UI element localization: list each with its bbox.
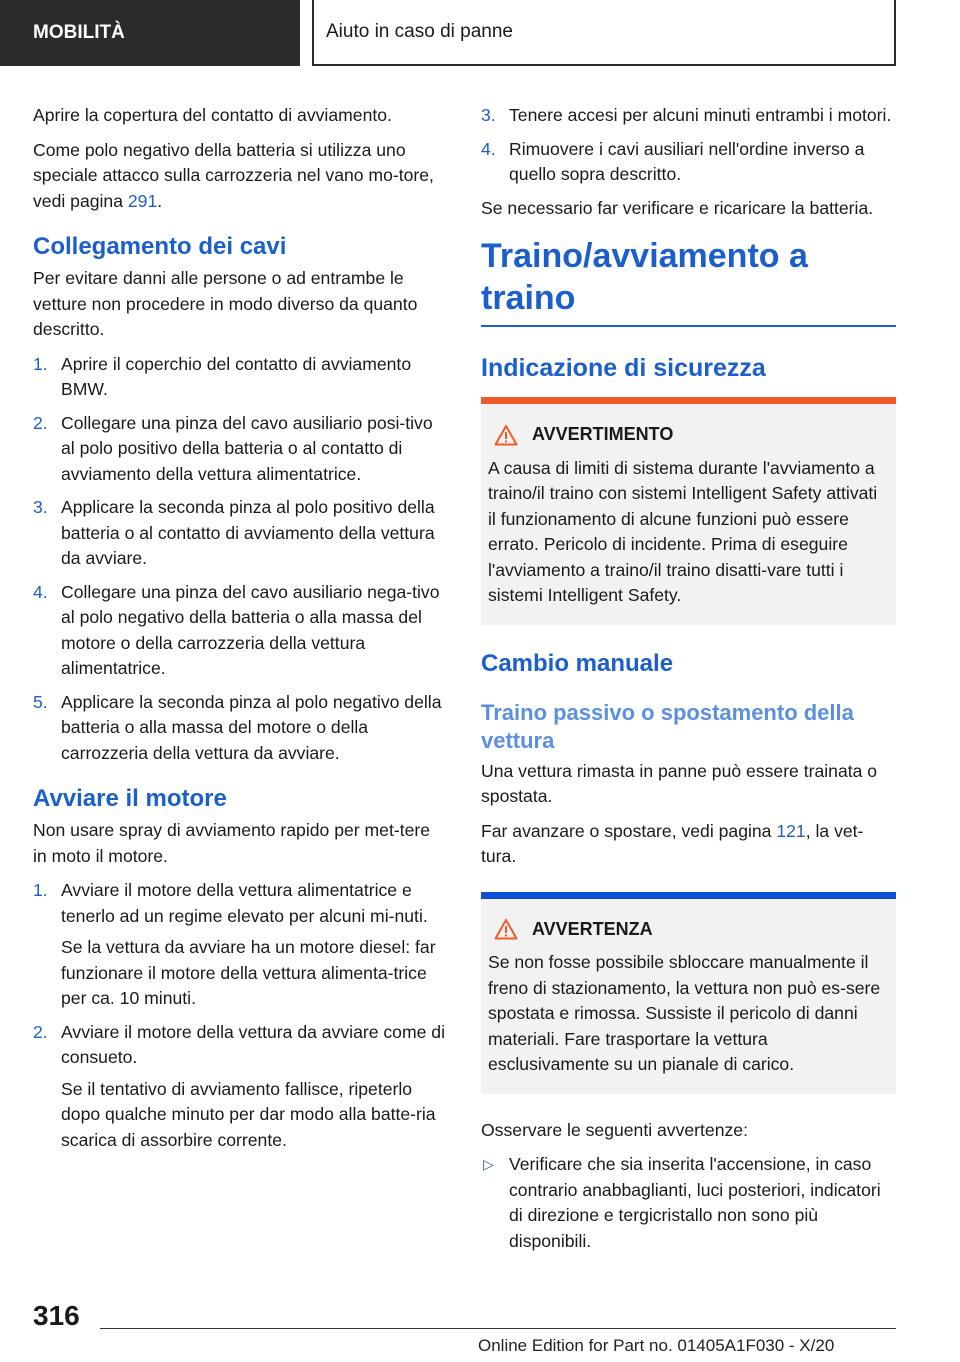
observe-text: Osservare le seguenti avvertenze: — [481, 1119, 748, 1140]
step-number: 3. — [481, 105, 496, 125]
triangle-bullet-icon: ▷ — [483, 1156, 494, 1172]
passivo-paragraph-2-text: Far avanzare o spostare, vedi pagina — [481, 820, 777, 841]
header-chapter — [312, 0, 896, 66]
step-number: 1. — [33, 353, 48, 374]
passivo-paragraph-2 — [481, 819, 896, 870]
header-section-label: MOBILITÀ — [33, 22, 125, 43]
observe-bullets — [481, 1152, 896, 1254]
list-item — [33, 690, 448, 767]
step-number: 1. — [33, 880, 48, 900]
intro-paragraph-2 — [33, 138, 448, 215]
step-subtext: Se il tentativo di avviamento fallisce, ripeterlo dopo qualche minuto per dar modo alla batte-ria scarica di assorbire corrente. — [61, 1078, 436, 1150]
header-section — [0, 0, 300, 66]
step-text: Avviare il motore della vettura alimentatrice e tenerlo ad un regime elevato per alcuni mi-nuti. — [61, 880, 428, 926]
motore-intro: Non usare spray di avviamento rapido per met-tere in moto il motore. — [33, 820, 431, 866]
list-item — [33, 411, 448, 488]
warning-title: AVVERTIMENTO — [532, 424, 674, 444]
notice-callout-title — [488, 917, 889, 943]
left-column — [33, 103, 448, 1161]
step-text: Aprire il coperchio del contatto di avviamento BMW. — [61, 353, 412, 399]
step-number: 5. — [33, 691, 48, 712]
after-steps-text: Se necessario far verificare e ricaricare la batteria. — [481, 197, 874, 218]
page-number: 316 — [33, 1300, 80, 1331]
list-item — [33, 495, 448, 572]
passivo-paragraph-2-end: , la vet-tura. — [481, 820, 864, 866]
step-number: 3. — [33, 497, 48, 517]
intro-paragraph-1: Aprire la copertura del contatto di avviamento. — [33, 105, 392, 125]
step-number: 4. — [481, 138, 496, 159]
list-item — [481, 103, 896, 129]
heading-traino: Traino/avviamento a traino — [481, 235, 896, 327]
step-text: Collegare una pinza del cavo ausiliario nega-tivo al polo negativo della batteria o alla massa del motore o della carrozzeria della vettura alimentatrice. — [61, 581, 440, 678]
warning-callout — [481, 397, 896, 625]
intro-paragraph-2-end: . — [157, 190, 163, 211]
step-number: 4. — [33, 581, 48, 602]
heading-cambio-manuale: Cambio manuale — [481, 649, 674, 677]
step-text: Tenere accesi per alcuni minuti entrambi i motori. — [509, 105, 892, 125]
notice-text: Se non fosse possibile sbloccare manualmente il freno di stazionamento, la vettura non può es-sere spostata e rimossa. Sussiste il pericolo di danni materiali. Fare trasportare la vettura esclusivamente su un pianale di carico. — [488, 952, 881, 1074]
cavi-steps-list — [33, 352, 448, 767]
step-number: 2. — [33, 412, 48, 433]
right-column — [481, 103, 896, 1254]
list-item — [33, 1020, 448, 1154]
list-item — [33, 352, 448, 403]
motore-steps-list — [33, 878, 448, 1153]
warning-text: A causa di limiti di sistema durante l'avviamento a traino/il traino con sistemi Intelligent Safety attivati il funzionamento di alcune funzioni può essere errato. Pericolo di incidente. Prima di eseguire l'avviamento a traino/il traino disatti-vare tutti i sistemi Intelligent Safety. — [488, 457, 878, 605]
footer-edition: Online Edition for Part no. 01405A1F030 - X/20 — [478, 1336, 835, 1355]
list-item — [33, 878, 448, 1012]
footer-divider — [100, 1328, 896, 1329]
heading-avviare-motore: Avviare il motore — [33, 785, 227, 812]
bullet-text: Verificare che sia inserita l'accensione, in caso contrario anabbaglianti, luci posteriori, indicatori di direzione e tergicristallo non sono più disponibili. — [509, 1154, 881, 1251]
step-text: Applicare la seconda pinza al polo positivo della batteria o al contatto di avviamento della vettura da avviare. — [61, 497, 435, 568]
continued-steps-list — [481, 103, 896, 188]
step-text: Collegare una pinza del cavo ausiliario posi-tivo al polo positivo della batteria o al contatto di avviamento della vettura alimentatrice. — [61, 412, 433, 484]
list-item — [481, 1152, 896, 1254]
step-number: 2. — [33, 1021, 48, 1042]
intro-paragraph-2-text: Come polo negativo della batteria si utilizza uno speciale attacco sulla carrozzeria nel vano mo-tore, vedi pagina — [33, 139, 434, 211]
notice-title: AVVERTENZA — [532, 918, 653, 939]
warning-triangle-icon — [494, 424, 518, 446]
heading-collegamento-cavi: Collegamento dei cavi — [33, 233, 287, 260]
step-text: Rimuovere i cavi ausiliari nell'ordine inverso a quello sopra descritto. — [509, 138, 865, 184]
header-chapter-label: Aiuto in caso di panne — [326, 21, 513, 42]
warning-callout-title — [488, 422, 889, 448]
step-text: Avviare il motore della vettura da avviare come di consueto. — [61, 1021, 445, 1067]
step-text: Applicare la seconda pinza al polo negativo della batteria o alla massa del motore o della carrozzeria della vettura da avviare. — [61, 691, 442, 763]
list-item — [481, 137, 896, 188]
list-item — [33, 580, 448, 682]
notice-callout — [481, 892, 896, 1094]
passivo-paragraph-1: Una vettura rimasta in panne può essere trainata o spostata. — [481, 760, 878, 806]
cavi-intro: Per evitare danni alle persone o ad entrambe le vetture non procedere in modo diverso da quanto descritto. — [33, 268, 418, 339]
page-link-291[interactable]: 291 — [127, 190, 158, 211]
heading-traino-passivo: Traino passivo o spostamento della vettura — [481, 699, 854, 753]
page-link-121[interactable]: 121 — [776, 820, 806, 841]
warning-triangle-icon — [494, 918, 518, 940]
heading-sicurezza: Indicazione di sicurezza — [481, 354, 766, 382]
step-subtext: Se la vettura da avviare ha un motore diesel: far funzionare il motore della vettura alimenta-trice per ca. 10 minuti. — [61, 937, 436, 1008]
